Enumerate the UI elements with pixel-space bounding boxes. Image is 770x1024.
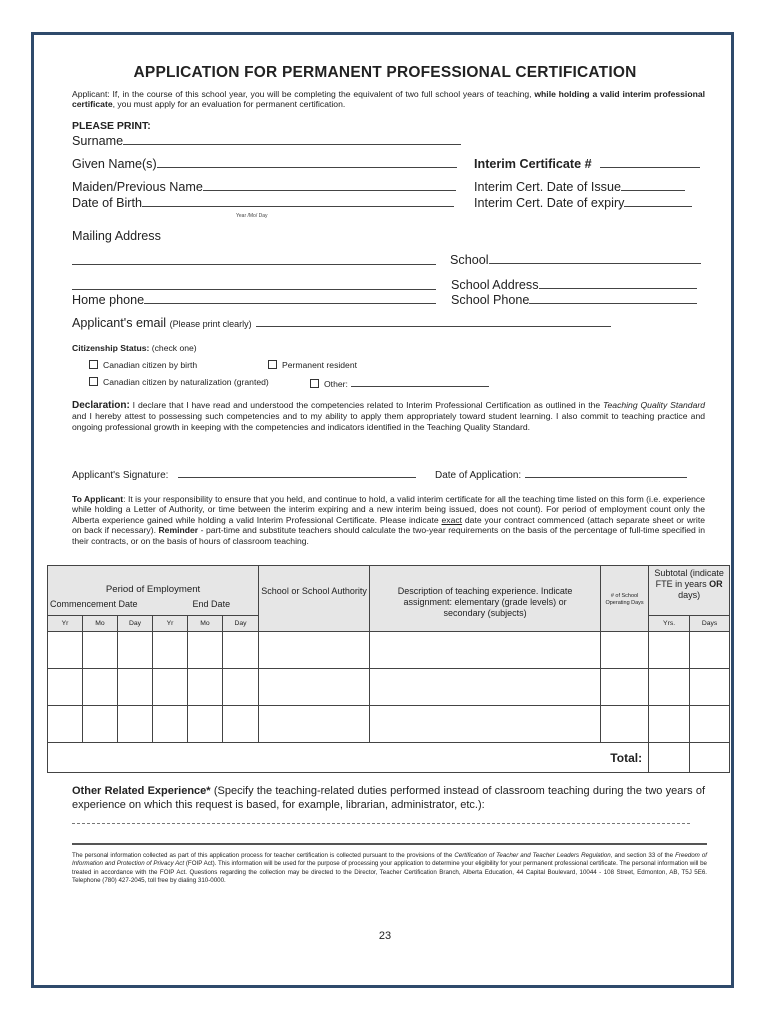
end-yr-header: Yr [153,616,188,632]
application-date-row [435,468,687,481]
given-names-field[interactable] [157,156,457,168]
home-phone-row [72,292,436,307]
declaration-text [72,400,705,432]
start-day-header: Day [118,616,153,632]
total-yrs-cell[interactable] [649,743,690,773]
checkbox-icon[interactable] [89,360,98,369]
surname-field[interactable] [123,133,461,145]
cert-issue-row [474,179,685,194]
permanent-resident-label: Permanent resident [282,360,357,370]
citizenship-label: Citizenship Status: [72,343,150,353]
intro-part1: Applicant: If, in the course of this school year, you will be completing the equivalent of two full school years of teaching, [72,89,535,99]
to-applicant-part2: date your contract commenced (attach separate sheet or write on back if necessary). [72,514,705,536]
mailing-address-label: Mailing Address [72,229,161,243]
interim-cert-field[interactable] [600,156,700,168]
table-row[interactable] [48,632,730,669]
privacy-part3: (FOIP Act). This information will be used for the purpose of processing your application to determine your eligibility for your permanent professional certificate. The personal information will be treated in accordance with the FOIP Act. Questions regarding the collection may be directed to the Director, Teacher Certification Branch, Alberta Education, 44 Capital Boulevard, 10044 - 108 Street, Edmonton, AB, T5J 5E6. Telephone (780) 427-2045, toll free by dialing 310-0000. [72,860,707,885]
end-mo-header: Mo [188,616,223,632]
subtotal-part1: Subtotal (indicate FTE in years [654,568,724,589]
application-date-label: Date of Application: [435,470,522,481]
cert-issue-field[interactable] [621,179,685,191]
checkbox-icon[interactable] [310,379,319,388]
start-mo-header: Mo [83,616,118,632]
email-row [72,315,611,330]
citizen-naturalization-option[interactable] [89,377,269,388]
please-print-label: PLEASE PRINT: [72,120,151,132]
permanent-resident-option[interactable] [268,360,357,371]
interim-cert-label: Interim Certificate # [474,157,592,171]
cert-expiry-row [474,195,692,210]
school-address-label: School Address [451,278,539,292]
surname-row [72,133,461,148]
total-row [48,743,730,773]
school-field[interactable] [489,252,701,264]
commencement-label: Commencement Date [50,599,138,609]
school-address-field[interactable] [539,277,697,289]
application-date-field[interactable] [525,468,687,478]
privacy-notice [72,852,707,886]
end-day-header: Day [223,616,259,632]
home-phone-field[interactable] [144,292,436,304]
start-yr-header: Yr [48,616,83,632]
operating-days-header: # of School Operating Days [601,566,649,632]
signature-field[interactable] [178,468,416,478]
to-applicant-part1: : It is your responsibility to ensure that you held, and continue to hold, a valid interim certificate for all the teaching time listed on this form (i.e. experience while holding a Letter of Authority, or time between the interim expiring and a new interim being issued, does not count). For period of employment count only the Alberta experience gained while holding a valid Interim Professional Certificate. Please indicate [72,494,705,525]
subtotal-part2: days) [678,590,701,600]
citizenship-row [72,343,197,354]
school-phone-label: School Phone [451,293,530,307]
reminder-label: Reminder [158,525,199,536]
end-date-label: End Date [192,599,231,609]
other-label: Other: [324,379,348,389]
checkbox-icon[interactable] [89,377,98,386]
signature-label: Applicant's Signature: [72,470,169,481]
to-applicant-underline: exact [441,514,463,525]
employment-table [47,565,730,773]
description-header: Description of teaching experience. Indicate assignment: elementary (grade levels) or secondary (subjects) [370,566,601,632]
email-field[interactable] [256,315,611,327]
subtotal-yrs-header: Yrs. [649,616,690,632]
dob-field[interactable] [142,195,454,207]
email-label: Applicant's email [72,316,167,330]
school-address-row [451,277,697,292]
cert-expiry-field[interactable] [624,195,692,207]
dob-label: Date of Birth [72,196,142,210]
subtotal-days-header: Days [690,616,730,632]
declaration-label: Declaration: [72,400,130,411]
page-number: 23 [378,930,392,942]
intro-text [72,89,705,110]
privacy-part1: The personal information collected as part of this application process for teacher certification is collected pursuant to the provisions of the [72,852,455,859]
address-line-1[interactable] [72,252,436,270]
table-row[interactable] [48,669,730,706]
table-row[interactable] [48,706,730,743]
declaration-part2: and I hereby attest to possessing such competencies and to my ability to apply them appropriately toward student learning. I also commit to teaching practice and ongoing professional growth in keeping with the competencies and indicators identified in the Teaching Quality Standard. [72,411,705,432]
privacy-part2: , and section 33 of the [610,852,676,859]
other-experience-label: Other Related Experience* [72,785,211,797]
surname-label: Surname [72,134,124,148]
header-row [48,566,730,616]
given-names-label: Given Name(s) [72,157,157,171]
checkbox-icon[interactable] [268,360,277,369]
total-days-cell[interactable] [690,743,730,773]
interim-cert-row [474,156,700,171]
school-phone-field[interactable] [529,292,697,304]
other-experience-field[interactable] [72,823,690,824]
subtotal-header [649,566,730,616]
other-experience-text [72,784,705,812]
period-label: Period of Employment [105,584,201,595]
dob-format-hint: Year /Mo/ Day [236,213,268,219]
intro-bold: while holding a valid interim professional certificate [72,89,705,110]
form-title: APPLICATION FOR PERMANENT PROFESSIONAL CERTIFICATION [133,64,637,81]
privacy-italic2: Freedom of Information and Protection of Privacy Act [72,852,708,868]
privacy-italic1: Certification of Teacher and Teacher Leaders Regulation [454,852,611,859]
declaration-italic: Teaching Quality Standard [603,400,705,410]
total-label: Total: [48,743,649,773]
declaration-part1: I declare that I have read and understood the competencies related to Interim Professional Certification as outlined in the [129,400,604,410]
citizenship-hint: (check one) [151,343,197,353]
maiden-name-row [72,179,456,194]
dob-row [72,195,454,210]
cert-issue-label: Interim Cert. Date of Issue [474,180,621,194]
school-row [450,252,701,267]
maiden-name-field[interactable] [203,179,456,191]
school-phone-row [451,292,697,307]
other-field[interactable] [351,377,489,387]
email-hint: (Please print clearly) [169,319,252,329]
given-names-row [72,156,457,171]
period-header [48,566,259,616]
to-applicant-label: To Applicant [72,494,124,504]
footer-divider [72,843,707,845]
to-applicant-text [72,494,705,546]
home-phone-label: Home phone [72,293,145,307]
school-label: School [450,253,489,267]
school-authority-header: School or School Authority [259,566,370,632]
signature-row [72,468,416,481]
intro-part2: , you must apply for an evaluation for permanent certification. [112,99,346,110]
cert-expiry-label: Interim Cert. Date of expiry [474,196,625,210]
other-experience-desc: (Specify the teaching-related duties performed instead of classroom teaching during the two years of experience on which this request is based, for example, librarian, administrator, etc.): [72,785,705,811]
maiden-name-label: Maiden/Previous Name [72,180,203,194]
citizen-birth-label: Canadian citizen by birth [103,360,198,370]
citizen-birth-option[interactable] [89,360,197,371]
to-applicant-part3: - part-time and substitute teachers should calculate the two-year requirements on the basis of the percentage of full-time specified in their contracts, or on the basis of hours of classroom teaching. [72,525,705,546]
other-option[interactable] [310,377,489,390]
citizen-naturalization-label: Canadian citizen by naturalization (granted) [103,377,269,387]
subtotal-or: OR [709,579,723,589]
